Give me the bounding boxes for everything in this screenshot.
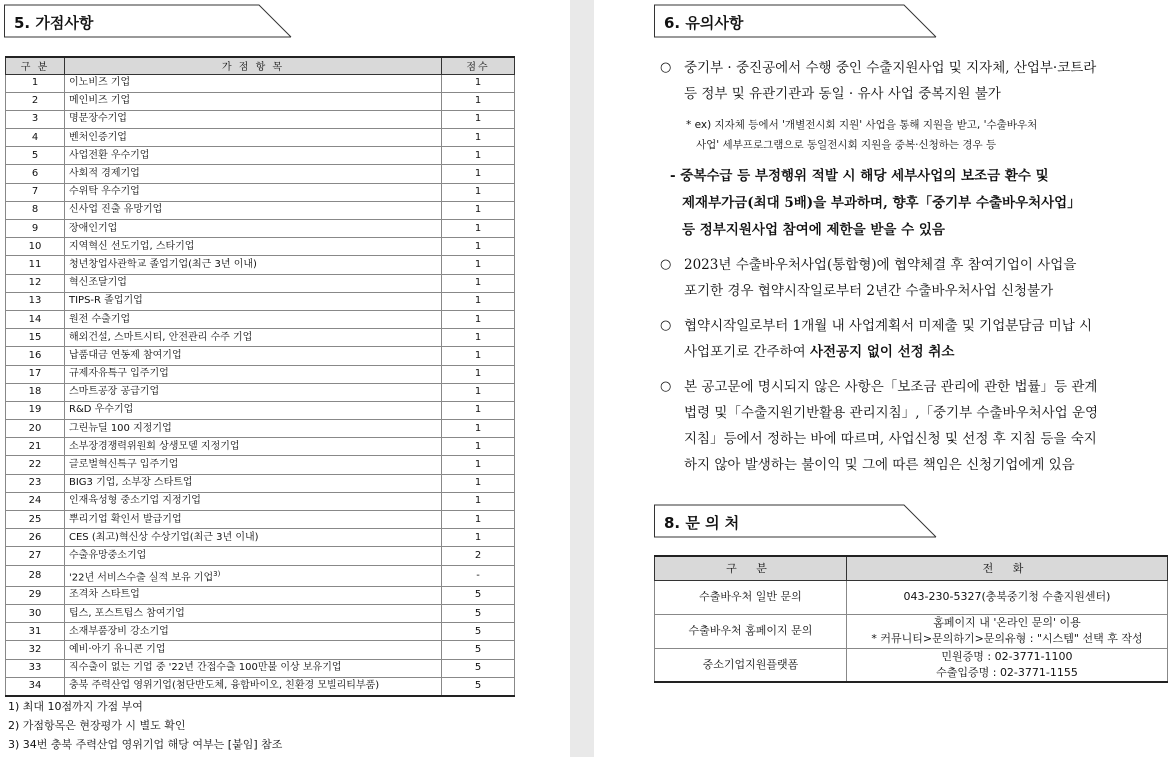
row-score: 1 (442, 492, 515, 510)
row-number: 11 (6, 256, 65, 274)
row-number: 22 (6, 456, 65, 474)
row-item-text: 장애인기업 (69, 222, 118, 234)
caution-example (686, 115, 1168, 155)
row-item (65, 310, 442, 328)
bullet-circle: ○ (660, 257, 672, 272)
section-title-contact (654, 504, 939, 538)
row-score: 1 (442, 147, 515, 165)
row-item-text: 해외건설, 스마트시티, 안전관리 수주 기업 (69, 331, 253, 343)
row-number: 19 (6, 401, 65, 419)
contact-table (654, 555, 1168, 683)
contact-row (655, 648, 1168, 682)
row-score: 1 (442, 329, 515, 347)
caution-warning (670, 163, 1170, 244)
footnotes (8, 697, 282, 754)
row-number: 6 (6, 165, 65, 183)
row-item (65, 623, 442, 641)
table-row (6, 605, 515, 623)
table-row (6, 256, 515, 274)
caution-item-duplicate (660, 55, 1170, 107)
table-row (6, 677, 515, 695)
row-score: 1 (442, 183, 515, 201)
row-score: 1 (442, 456, 515, 474)
row-item (65, 74, 442, 92)
row-number: 29 (6, 586, 65, 604)
row-item-text: 그린뉴딜 100 지정기업 (69, 422, 172, 434)
section-title-text: 5. 가점사항 (14, 14, 94, 32)
row-item (65, 220, 442, 238)
row-score: 1 (442, 401, 515, 419)
row-item-text: 팁스, 포스트팁스 참여기업 (69, 607, 185, 619)
row-item-text: 인재육성형 중소기업 지정기업 (69, 495, 201, 507)
row-item-text: CES (최고)혁신상 수상기업(최근 3년 이내) (69, 531, 259, 543)
table-row (6, 110, 515, 128)
row-number: 25 (6, 511, 65, 529)
row-item (65, 383, 442, 401)
bullet-circle: ○ (660, 318, 672, 333)
row-item (65, 238, 442, 256)
row-number: 30 (6, 605, 65, 623)
contact-category: 수출바우처 홈페이지 문의 (655, 614, 847, 648)
table-row (6, 165, 515, 183)
row-score: 5 (442, 659, 515, 677)
row-item-text: 규제자유특구 입주기업 (69, 368, 169, 380)
row-item (65, 529, 442, 547)
caution-line: 하지 않아 발생하는 불이익 및 그에 따른 책임은 신청기업에게 있음 (684, 457, 1075, 473)
row-item-text: 사업전환 우수기업 (69, 149, 150, 161)
bonus-table-body (6, 74, 515, 696)
row-item-text: BIG3 기업, 소부장 스타트업 (69, 477, 193, 489)
row-score: 1 (442, 110, 515, 128)
caution-line: 중기부 · 중진공에서 수행 중인 수출지원사업 및 지자체, 산업부·코트라 (684, 60, 1097, 76)
row-score: 1 (442, 74, 515, 92)
row-item-text: 소부장경쟁력위원회 상생모델 지정기업 (69, 440, 240, 452)
row-number: 2 (6, 92, 65, 110)
footnote: 1) 최대 10점까지 가점 부여 (8, 700, 143, 713)
contact-row (655, 580, 1168, 614)
row-score: 1 (442, 201, 515, 219)
row-number: 27 (6, 547, 65, 565)
row-score: 5 (442, 586, 515, 604)
footnote-ref: 3) (213, 569, 221, 578)
table-row (6, 92, 515, 110)
row-score: 1 (442, 529, 515, 547)
table-row (6, 420, 515, 438)
row-score: 1 (442, 365, 515, 383)
row-number: 9 (6, 220, 65, 238)
row-score: 2 (442, 547, 515, 565)
row-number: 14 (6, 310, 65, 328)
row-item-text: TIPS-R 졸업기업 (69, 295, 143, 307)
row-item-text: 수위탁 우수기업 (69, 186, 140, 198)
left-page (0, 0, 570, 757)
caution-item-giveup (660, 252, 1170, 304)
row-score: 1 (442, 310, 515, 328)
caution-item-other (660, 374, 1170, 478)
row-item-text: 글로벌혁신특구 입주기업 (69, 459, 179, 471)
row-item-text: 벤처인증기업 (69, 131, 127, 143)
header-category: 구 분 (6, 57, 65, 74)
row-number: 15 (6, 329, 65, 347)
row-number: 20 (6, 420, 65, 438)
row-score: 1 (442, 438, 515, 456)
contact-line: 홈페이지 내 '온라인 문의' 이용 (933, 616, 1081, 629)
table-row (6, 183, 515, 201)
bullet-circle: ○ (660, 60, 672, 75)
header-item: 가 점 항 목 (65, 57, 442, 74)
row-item (65, 183, 442, 201)
caution-line: 법령 및「수출지원기반활용 관리지침」,「중기부 수출바우처사업 운영 (684, 405, 1099, 421)
caution-line (684, 339, 1170, 365)
table-row (6, 238, 515, 256)
table-row (6, 492, 515, 510)
row-item-text: 직수출이 없는 기업 중 '22년 간접수출 100만불 이상 보유기업 (69, 662, 342, 674)
contact-category: 수출바우처 일반 문의 (655, 580, 847, 614)
row-item (65, 511, 442, 529)
row-item (65, 92, 442, 110)
table-row (6, 529, 515, 547)
table-row (6, 659, 515, 677)
row-item (65, 401, 442, 419)
row-number: 28 (6, 565, 65, 586)
bullet-circle: ○ (660, 379, 672, 394)
row-number: 12 (6, 274, 65, 292)
row-score: 1 (442, 274, 515, 292)
row-number: 26 (6, 529, 65, 547)
row-score: - (442, 565, 515, 586)
row-item (65, 438, 442, 456)
caution-line: 협약시작일로부터 1개월 내 사업계획서 미제출 및 기업분담금 미납 시 (684, 318, 1093, 334)
row-item (65, 256, 442, 274)
contact-line: 043-230-5327(충북중기청 수출지원센터) (903, 590, 1111, 603)
contact-info (847, 614, 1168, 648)
row-item-text: 명문장수기업 (69, 113, 127, 125)
row-score: 1 (442, 420, 515, 438)
row-number: 3 (6, 110, 65, 128)
footnote: 3) 34번 충북 주력산업 영위기업 해당 여부는 [붙임] 참조 (8, 738, 283, 751)
caution-line: 포기한 경우 협약시작일로부터 2년간 수출바우처사업 신청불가 (684, 283, 1054, 299)
warning-line: 제재부가금(최대 5배)을 부과하며, 향후「중기부 수출바우처사업」 (682, 195, 1081, 211)
row-item (65, 474, 442, 492)
table-row (6, 547, 515, 565)
row-number: 31 (6, 623, 65, 641)
table-row (6, 220, 515, 238)
table-row (6, 310, 515, 328)
row-item-text: 메인비즈 기업 (69, 95, 131, 107)
row-item-text: 조격차 스타트업 (69, 589, 140, 601)
table-row (6, 401, 515, 419)
row-item-text: 원전 수출기업 (69, 313, 131, 325)
caution-line: 지침」등에서 정하는 바에 따르며, 사업신청 및 선정 후 지침 등을 숙지 (684, 431, 1097, 447)
table-row (6, 641, 515, 659)
row-item-text: 충북 주력산업 영위기업(첨단반도체, 융합바이오, 친환경 모빌리티부품) (69, 680, 380, 692)
section-title-text: 6. 유의사항 (664, 14, 744, 32)
warning-line: 등 정부지원사업 참여에 제한을 받을 수 있음 (682, 222, 945, 238)
header-phone: 전 화 (847, 556, 1168, 580)
table-row (6, 383, 515, 401)
row-item (65, 292, 442, 310)
row-item-text: 혁신조달기업 (69, 277, 127, 289)
section-title-cautions (654, 4, 939, 38)
row-score: 1 (442, 92, 515, 110)
table-row (6, 586, 515, 604)
row-number: 16 (6, 347, 65, 365)
row-item (65, 147, 442, 165)
contact-line: 수출입증명 : 02-3771-1155 (936, 665, 1078, 679)
row-item (65, 129, 442, 147)
row-item (65, 677, 442, 695)
table-row (6, 292, 515, 310)
caution-text: 사업포기로 간주하여 (684, 344, 810, 360)
row-score: 1 (442, 256, 515, 274)
section-title-bonus (4, 4, 294, 38)
row-item (65, 165, 442, 183)
right-page (594, 0, 1172, 757)
row-score: 1 (442, 129, 515, 147)
row-item (65, 420, 442, 438)
row-score: 5 (442, 605, 515, 623)
caution-line: 2023년 수출바우처사업(통합형)에 협약체결 후 참여기업이 사업을 (684, 257, 1077, 273)
contact-category: 중소기업지원플랫폼 (655, 648, 847, 682)
table-row (6, 147, 515, 165)
row-item (65, 365, 442, 383)
row-item-text: 뿌리기업 확인서 발급기업 (69, 513, 182, 525)
row-score: 5 (442, 677, 515, 695)
row-number: 24 (6, 492, 65, 510)
bonus-table (5, 56, 515, 697)
row-number: 32 (6, 641, 65, 659)
row-item-text: 납품대금 연동제 참여기업 (69, 349, 182, 361)
contact-line: 민원증명 : 02-3771-1100 (941, 649, 1073, 663)
row-number: 4 (6, 129, 65, 147)
table-row (6, 74, 515, 92)
row-item-text: 이노비즈 기업 (69, 77, 131, 89)
header-score: 점수 (442, 57, 515, 74)
table-row (6, 438, 515, 456)
table-row (6, 201, 515, 219)
row-number: 34 (6, 677, 65, 695)
footnote: 2) 가점항목은 현장평가 시 별도 확인 (8, 719, 186, 732)
contact-line: * 커뮤니티>문의하기>문의유형 : "시스템" 선택 후 작성 (871, 632, 1143, 645)
caution-line: 등 정부 및 유관기관과 동일 · 유사 사업 중복지원 불가 (684, 86, 1001, 102)
caution-emphasis: 사전공지 없이 선정 취소 (809, 344, 955, 360)
table-row (6, 365, 515, 383)
row-item (65, 659, 442, 677)
row-item (65, 201, 442, 219)
table-row (6, 456, 515, 474)
row-number: 33 (6, 659, 65, 677)
caution-item-cancel (660, 313, 1170, 365)
row-item-text: 수출유망중소기업 (69, 549, 147, 561)
table-row (6, 329, 515, 347)
contact-table-header (655, 556, 1168, 580)
bonus-table-header (6, 57, 515, 74)
table-row (6, 347, 515, 365)
row-item-text: R&D 우수기업 (69, 404, 134, 416)
row-number: 23 (6, 474, 65, 492)
table-row (6, 623, 515, 641)
row-score: 1 (442, 511, 515, 529)
row-score: 1 (442, 383, 515, 401)
row-item (65, 329, 442, 347)
row-item-text: 예비·아기 유니콘 기업 (69, 644, 166, 656)
header-category: 구 분 (655, 556, 847, 580)
table-row (6, 511, 515, 529)
row-number: 7 (6, 183, 65, 201)
row-number: 18 (6, 383, 65, 401)
row-item (65, 605, 442, 623)
row-item (65, 641, 442, 659)
row-score: 1 (442, 292, 515, 310)
row-item (65, 492, 442, 510)
example-line: * ex) 지자체 등에서 '개별전시회 지원' 사업을 통해 지원을 받고, '수출바우처 (686, 119, 1038, 131)
row-item (65, 456, 442, 474)
row-score: 5 (442, 623, 515, 641)
row-number: 5 (6, 147, 65, 165)
section-title-text: 8. 문 의 처 (664, 514, 740, 532)
row-item-text: 스마트공장 공급기업 (69, 386, 160, 398)
row-score: 1 (442, 474, 515, 492)
row-item-text: 소재부품장비 강소기업 (69, 625, 169, 637)
row-item (65, 347, 442, 365)
row-score: 1 (442, 238, 515, 256)
row-item-text: 신사업 진출 유망기업 (69, 204, 163, 216)
contact-info (847, 580, 1168, 614)
row-score: 1 (442, 165, 515, 183)
table-row (6, 274, 515, 292)
row-item (65, 110, 442, 128)
row-score: 1 (442, 220, 515, 238)
row-item (65, 547, 442, 565)
row-item (65, 565, 442, 586)
row-number: 8 (6, 201, 65, 219)
row-score: 1 (442, 347, 515, 365)
row-number: 17 (6, 365, 65, 383)
row-number: 13 (6, 292, 65, 310)
row-item-text: 사회적 경제기업 (69, 168, 140, 180)
row-number: 21 (6, 438, 65, 456)
contact-info (847, 648, 1168, 682)
contact-row (655, 614, 1168, 648)
row-item-text: 청년창업사관학교 졸업기업(최근 3년 이내) (69, 258, 257, 270)
row-item-text: '22년 서비스수출 실적 보유 기업 (69, 571, 214, 583)
table-row (6, 565, 515, 586)
row-number: 1 (6, 74, 65, 92)
row-item (65, 586, 442, 604)
row-item-text: 지역혁신 선도기업, 스타기업 (69, 240, 195, 252)
row-item (65, 274, 442, 292)
warning-line: - 중복수급 등 부정행위 적발 시 해당 세부사업의 보조금 환수 및 (670, 168, 1049, 184)
table-row (6, 474, 515, 492)
row-score: 5 (442, 641, 515, 659)
table-row (6, 129, 515, 147)
row-number: 10 (6, 238, 65, 256)
example-line: 사업' 세부프로그램으로 동일전시회 지원을 중복·신청하는 경우 등 (696, 139, 997, 151)
caution-line: 본 공고문에 명시되지 않은 사항은「보조금 관리에 관한 법률」등 관계 (684, 379, 1098, 395)
